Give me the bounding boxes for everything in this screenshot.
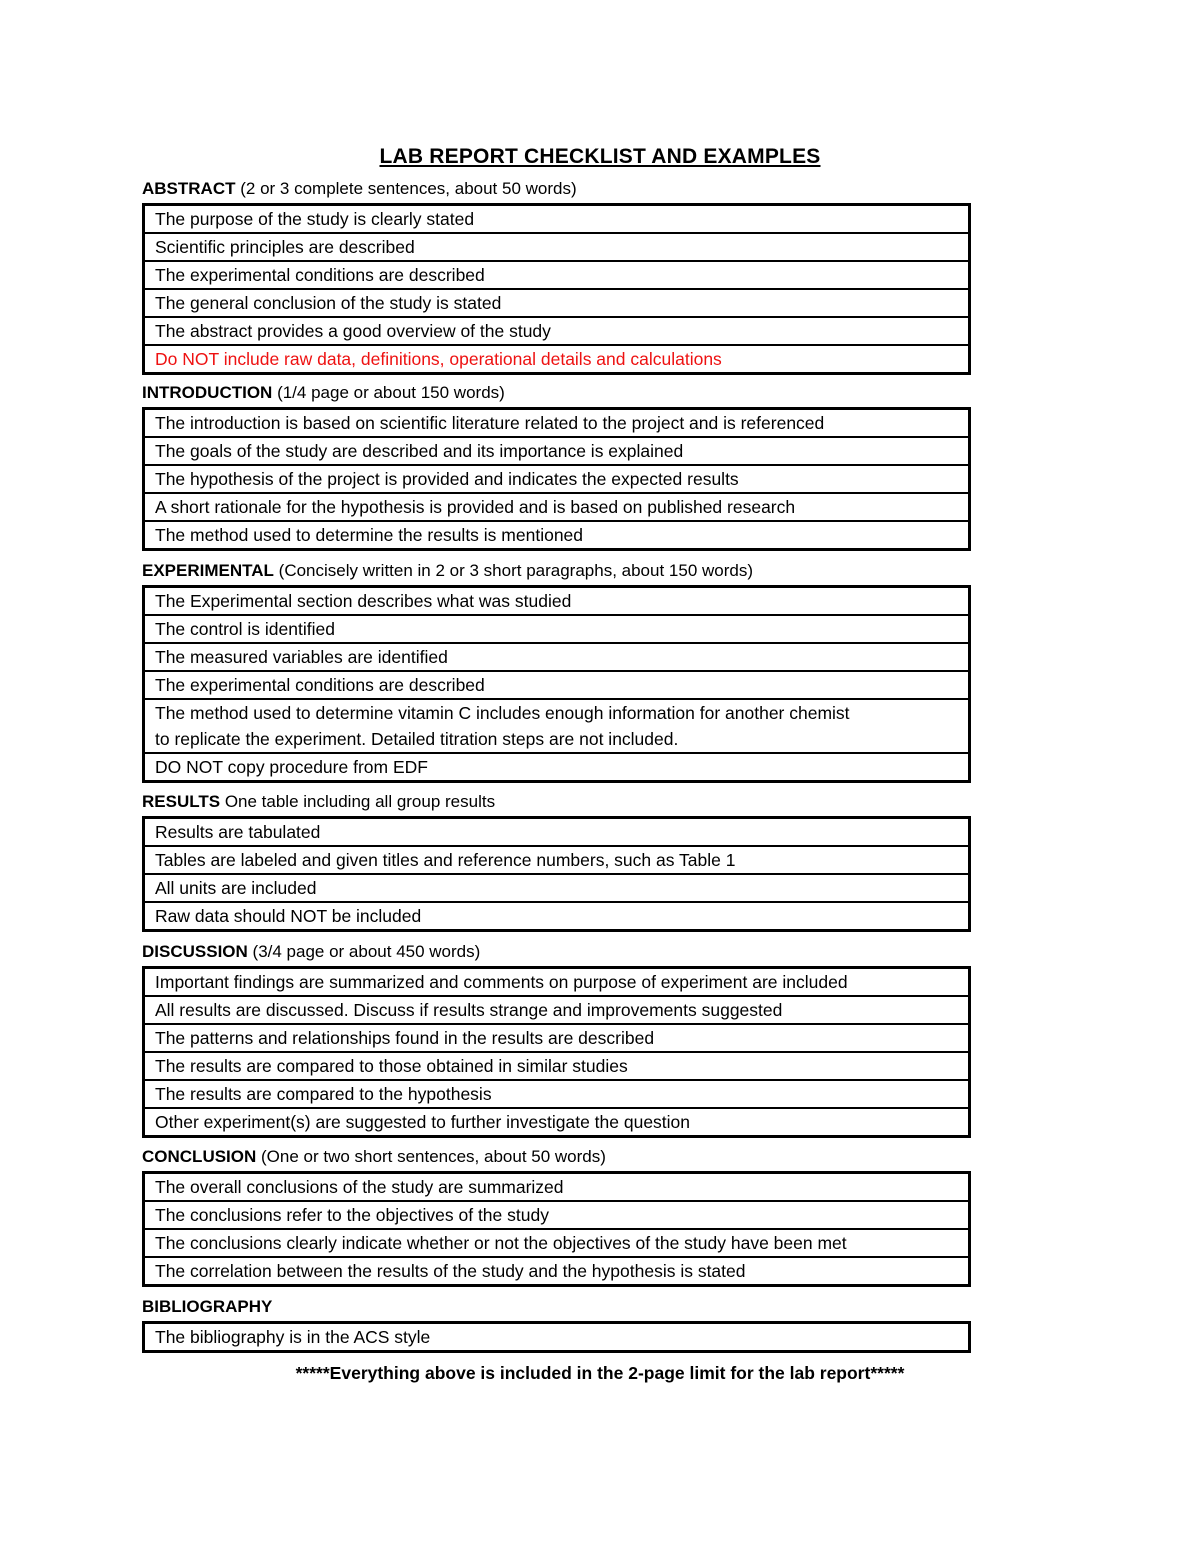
checklist-box <box>142 203 971 375</box>
checklist-item: The general conclusion of the study is stated <box>145 288 968 316</box>
checklist-item-line: The method used to determine vitamin C includes enough information for another chemist <box>155 703 850 723</box>
section-heading-label: RESULTS <box>142 792 221 811</box>
checklist-item: The correlation between the results of the study and the hypothesis is stated <box>145 1256 968 1284</box>
checklist-item: The conclusions clearly indicate whether or not the objectives of the study have been met <box>145 1228 968 1256</box>
checklist-item: All results are discussed. Discuss if results strange and improvements suggested <box>145 995 968 1023</box>
section-heading <box>142 791 971 813</box>
checklist-item: Important findings are summarized and comments on purpose of experiment are included <box>155 972 848 992</box>
checklist-item: The experimental conditions are described <box>145 260 968 288</box>
checklist-item: The method used to determine the results is mentioned <box>145 520 968 548</box>
section-heading <box>142 1146 971 1168</box>
section-heading-note: One table including all group results <box>224 792 496 811</box>
checklist-item: The conclusions refer to the objectives of the study <box>145 1200 968 1228</box>
section-introduction <box>142 382 971 551</box>
checklist-item: The patterns and relationships found in the results are described <box>145 1023 968 1051</box>
checklist-item: A short rationale for the hypothesis is provided and is based on published research <box>145 492 968 520</box>
checklist-item: The Experimental section describes what was studied <box>155 591 572 611</box>
section-heading-note: (3/4 page or about 450 words) <box>252 942 481 961</box>
checklist-item: The goals of the study are described and its importance is explained <box>145 436 968 464</box>
section-results <box>142 791 971 932</box>
checklist-item: Tables are labeled and given titles and reference numbers, such as Table 1 <box>145 845 968 873</box>
checklist-box <box>142 816 971 932</box>
section-heading-label: ABSTRACT <box>142 179 236 198</box>
checklist-item: The purpose of the study is clearly stated <box>155 209 475 229</box>
checklist-box <box>142 407 971 551</box>
section-heading-note: (One or two short sentences, about 50 words) <box>261 1147 606 1166</box>
section-experimental <box>142 560 971 783</box>
checklist-item <box>145 698 968 752</box>
section-bibliography <box>142 1296 971 1353</box>
section-heading-label: INTRODUCTION <box>142 383 273 402</box>
checklist-item: Results are tabulated <box>155 822 321 842</box>
checklist-item: DO NOT copy procedure from EDF <box>145 752 968 780</box>
checklist-item: The results are compared to the hypothesis <box>145 1079 968 1107</box>
checklist-item: The abstract provides a good overview of the study <box>145 316 968 344</box>
checklist-item: The bibliography is in the ACS style <box>155 1327 431 1347</box>
checklist-item-line: to replicate the experiment. Detailed titration steps are not included. <box>155 729 679 749</box>
section-heading <box>142 1296 971 1318</box>
section-discussion <box>142 941 971 1138</box>
footer-note: *****Everything above is included in the 2-page limit for the lab report***** <box>295 1363 905 1383</box>
section-heading-note: (1/4 page or about 150 words) <box>277 383 505 402</box>
section-heading <box>142 382 971 404</box>
checklist-item: All units are included <box>145 873 968 901</box>
checklist-item: The introduction is based on scientific literature related to the project and is referenced <box>155 413 825 433</box>
checklist-item: The results are compared to those obtained in similar studies <box>145 1051 968 1079</box>
checklist-warning-item: Do NOT include raw data, definitions, operational details and calculations <box>145 344 968 372</box>
checklist-item: Other experiment(s) are suggested to further investigate the question <box>145 1107 968 1135</box>
checklist-item: The hypothesis of the project is provided and indicates the expected results <box>145 464 968 492</box>
checklist-item: The control is identified <box>145 614 968 642</box>
section-heading-label: DISCUSSION <box>142 942 248 961</box>
checklist-box <box>142 585 971 783</box>
checklist-item: The measured variables are identified <box>145 642 968 670</box>
section-heading <box>142 560 971 582</box>
section-heading-note: (Concisely written in 2 or 3 short paragraphs, about 150 words) <box>278 561 754 580</box>
checklist-item: Scientific principles are described <box>145 232 968 260</box>
checklist-item: Raw data should NOT be included <box>145 901 968 929</box>
section-abstract <box>142 178 971 375</box>
section-heading-label: BIBLIOGRAPHY <box>142 1297 273 1316</box>
page-title: LAB REPORT CHECKLIST AND EXAMPLES <box>379 145 821 168</box>
section-heading-label: EXPERIMENTAL <box>142 561 274 580</box>
checklist-item: The overall conclusions of the study are summarized <box>155 1177 564 1197</box>
section-heading-label: CONCLUSION <box>142 1147 257 1166</box>
section-heading-note: (2 or 3 complete sentences, about 50 words) <box>240 179 577 198</box>
section-heading <box>142 941 971 963</box>
checklist-item: The experimental conditions are described <box>145 670 968 698</box>
section-conclusion <box>142 1146 971 1287</box>
checklist-box <box>142 1171 971 1287</box>
checklist-box <box>142 966 971 1138</box>
checklist-box <box>142 1321 971 1353</box>
section-heading <box>142 178 971 200</box>
